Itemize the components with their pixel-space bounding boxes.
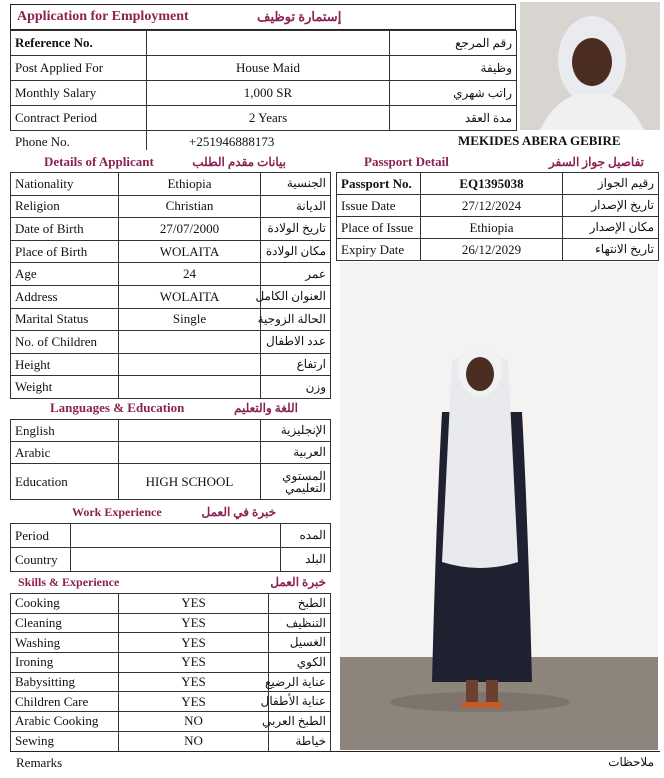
row-label: Nationality: [11, 173, 119, 196]
row-label: Period: [11, 524, 71, 548]
skills-title-ar: خبرة العمل: [270, 574, 326, 589]
row-label: Address: [11, 285, 119, 308]
table-row: [11, 331, 331, 354]
row-value: 27/12/2024: [421, 195, 563, 217]
row-label: Post Applied For: [11, 56, 147, 81]
row-value: [119, 442, 261, 464]
row-label: Weight: [11, 376, 119, 399]
row-label-ar: تاريخ الانتهاء: [563, 239, 659, 261]
row-value: [119, 331, 261, 354]
row-label: Marital Status: [11, 308, 119, 331]
row-label: Babysitting: [11, 672, 119, 692]
row-label-ar: المده: [281, 524, 331, 548]
row-value: Single: [119, 308, 261, 331]
remarks-label: Remarks: [16, 755, 63, 770]
row-label: Washing: [11, 633, 119, 653]
row-value: YES: [119, 613, 269, 633]
row-label: Religion: [11, 195, 119, 218]
row-label-ar: الكوي: [269, 653, 331, 673]
row-label: Country: [11, 548, 71, 572]
row-value: YES: [119, 653, 269, 673]
work-title-ar: خبرة في العمل: [201, 504, 276, 519]
row-value: [147, 31, 390, 56]
details-title-ar: بيانات مقدم الطلب: [192, 154, 286, 169]
row-value: 1,000 SR: [147, 81, 390, 106]
row-label: Cooking: [11, 594, 119, 614]
row-label-ar: ارتفاع: [261, 353, 331, 376]
table-row: [11, 353, 331, 376]
table-row: [11, 613, 331, 633]
top-info-table: [10, 30, 517, 131]
table-row: [337, 217, 659, 239]
work-title-en: Work Experience: [72, 504, 162, 519]
row-label-ar: عمر: [261, 263, 331, 286]
row-label-ar: تاريخ الإصدار: [563, 195, 659, 217]
skills-heading: [10, 572, 330, 592]
work-heading: [10, 502, 330, 522]
row-value: [119, 376, 261, 399]
table-row: [11, 672, 331, 692]
headshot-photo: [520, 2, 660, 130]
table-row: [337, 239, 659, 261]
row-label-ar: عدد الاطفال: [261, 331, 331, 354]
row-label: Arabic: [11, 442, 119, 464]
row-label-ar: الجنسية: [261, 173, 331, 196]
row-label-ar: الغسيل: [269, 633, 331, 653]
table-row: [337, 195, 659, 217]
row-label: Place of Issue: [337, 217, 421, 239]
phone-value: +251946888173: [189, 134, 275, 149]
row-label-ar: الطبخ العربي: [269, 712, 331, 732]
table-row: [11, 106, 517, 131]
table-row: [11, 548, 331, 572]
row-label: Ironing: [11, 653, 119, 673]
table-row: [11, 240, 331, 263]
languages-title-ar: اللغة والتعليم: [234, 400, 298, 415]
table-row: [11, 442, 331, 464]
row-label-ar: الديانة: [261, 195, 331, 218]
row-label: Passport No.: [337, 173, 421, 195]
row-value: 26/12/2029: [421, 239, 563, 261]
skills-table: [10, 593, 331, 752]
header-box: [10, 4, 516, 30]
row-label: Education: [11, 464, 119, 500]
table-row: [11, 731, 331, 751]
row-value: EQ1395038: [421, 173, 563, 195]
row-label: Reference No.: [11, 31, 147, 56]
table-row: [11, 692, 331, 712]
row-label-ar: العنوان الكامل: [261, 285, 331, 308]
table-row: [11, 420, 331, 442]
remarks-row: [10, 751, 660, 773]
details-title-en: Details of Applicant: [44, 154, 154, 169]
table-row: [11, 218, 331, 241]
row-label-ar: البلد: [281, 548, 331, 572]
passport-title-en: Passport Detail: [364, 154, 449, 169]
skills-title-en: Skills & Experience: [18, 574, 120, 589]
row-label-ar: وظيفة: [390, 56, 517, 81]
row-label-ar: تاريخ الولادة: [261, 218, 331, 241]
row-value: Christian: [119, 195, 261, 218]
row-value: [71, 548, 281, 572]
details-table: [10, 172, 331, 399]
row-label-ar: مدة العقد: [390, 106, 517, 131]
row-value: HIGH SCHOOL: [119, 464, 261, 500]
table-row: [11, 464, 331, 500]
row-label-ar: التنظيف: [269, 613, 331, 633]
row-label-ar: العربية: [261, 442, 331, 464]
languages-heading: [10, 398, 330, 418]
row-label-ar: رقم المرجع: [390, 31, 517, 56]
row-value: 2 Years: [147, 106, 390, 131]
row-value: [71, 524, 281, 548]
row-label: Monthly Salary: [11, 81, 147, 106]
table-row: [11, 195, 331, 218]
phone-divider: [146, 130, 147, 150]
table-row: [11, 56, 517, 81]
languages-title-en: Languages & Education: [50, 400, 185, 415]
row-value: WOLAITA: [119, 285, 261, 308]
row-value: WOLAITA: [119, 240, 261, 263]
table-row: [11, 285, 331, 308]
row-label: Place of Birth: [11, 240, 119, 263]
table-row: [11, 308, 331, 331]
languages-table: [10, 419, 331, 500]
row-label: English: [11, 420, 119, 442]
remarks-label-ar: ملاحظات: [608, 755, 654, 769]
row-label: Arabic Cooking: [11, 712, 119, 732]
row-label-ar: عناية الأطفال: [269, 692, 331, 712]
row-label-ar: خياطة: [269, 731, 331, 751]
details-heading: [10, 152, 330, 172]
table-row: [11, 653, 331, 673]
row-value: YES: [119, 692, 269, 712]
row-label-ar: راتب شهري: [390, 81, 517, 106]
table-row: [337, 173, 659, 195]
table-row: [11, 173, 331, 196]
row-label-ar: عناية الرضيع: [269, 672, 331, 692]
row-value: 24: [119, 263, 261, 286]
title-ar: إستمارة توظيف: [257, 9, 342, 24]
row-value: 27/07/2000: [119, 218, 261, 241]
applicant-name: MEKIDES ABERA GEBIRE: [458, 133, 621, 148]
work-table: [10, 523, 331, 572]
row-label: Cleaning: [11, 613, 119, 633]
row-value: [119, 420, 261, 442]
table-row: [11, 712, 331, 732]
passport-title-ar: تفاصيل جواز السفر: [548, 154, 644, 169]
full-body-photo: [340, 262, 658, 750]
row-label: No. of Children: [11, 331, 119, 354]
row-value: Ethiopia: [421, 217, 563, 239]
title-en: Application for Employment: [17, 9, 189, 24]
row-label: Expiry Date: [337, 239, 421, 261]
table-row: [11, 376, 331, 399]
row-value: Ethiopia: [119, 173, 261, 196]
row-label-ar: وزن: [261, 376, 331, 399]
phone-row: [10, 130, 650, 150]
row-label-ar: مكان الإصدار: [563, 217, 659, 239]
row-label-ar: رقيم الجواز: [563, 173, 659, 195]
row-value: NO: [119, 731, 269, 751]
table-row: [11, 633, 331, 653]
table-row: [11, 31, 517, 56]
table-row: [11, 594, 331, 614]
table-row: [11, 81, 517, 106]
row-label-ar: الإنجليزية: [261, 420, 331, 442]
row-value: YES: [119, 672, 269, 692]
row-label-ar: المستوي التعليمي: [261, 464, 331, 500]
row-label-ar: الحالة الزوجية: [261, 308, 331, 331]
phone-label: Phone No.: [15, 134, 70, 149]
row-label: Age: [11, 263, 119, 286]
row-label: Issue Date: [337, 195, 421, 217]
passport-table: [336, 172, 659, 261]
row-value: NO: [119, 712, 269, 732]
row-label: Height: [11, 353, 119, 376]
row-value: YES: [119, 594, 269, 614]
row-label: Sewing: [11, 731, 119, 751]
row-value: House Maid: [147, 56, 390, 81]
row-label-ar: مكان الولادة: [261, 240, 331, 263]
passport-heading: [336, 152, 658, 172]
row-value: [119, 353, 261, 376]
row-value: YES: [119, 633, 269, 653]
row-label: Children Care: [11, 692, 119, 712]
row-label: Date of Birth: [11, 218, 119, 241]
table-row: [11, 263, 331, 286]
table-row: [11, 524, 331, 548]
row-label: Contract Period: [11, 106, 147, 131]
row-label-ar: الطبخ: [269, 594, 331, 614]
